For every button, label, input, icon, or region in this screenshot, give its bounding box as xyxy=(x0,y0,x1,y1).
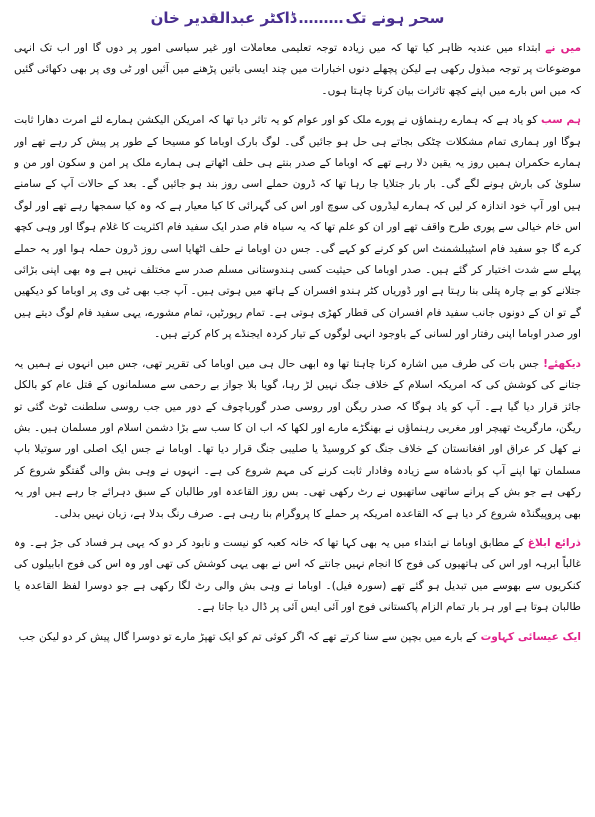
paragraph-text: کے بارے میں بچپن سے سنا کرتے تھے کہ اگر کوئی تم کو ایک تھپڑ مارے تو دوسرا گال پیش کر دو لیکن جب xyxy=(18,630,481,643)
paragraph-4 xyxy=(14,533,581,619)
paragraph-lead: ہم سب xyxy=(540,114,581,127)
paragraph-text: جس بات کی طرف میں اشارہ کرنا چاہتا تھا وہ ابھی حال ہی میں اوباما کی تقریر تھی، جس میں انہوں نے ہمیں یہ جتانے کی کوشش کی کہ امریکہ اسلام کے خلاف جنگ نہیں لڑ رہا، گویا بلا جواز بے رحمی سے مسلمانوں کے قتل عام کو بالکل جائز قرار دیا گیا ہے۔ آپ کو یاد ہوگا کہ صدر ریگن اور روسی صدر گورباچوف کے دور میں جب روسی سلطنت ٹوٹ گئی تو ریگن، مارگریٹ تھیچر اور مغربی رہنماؤں نے بھنگڑے مارے اور لکھا کہ اب ان کا سب سے بڑا دشمن اسلام اور مسلمان ہیں۔ بش نے کھل کر عراق اور افغانستان کے خلاف جنگ کو کروسیڈ یا صلیبی جنگ قرار دیا تھا۔ اوباما نے جس ایک اصلی اور سوتیلا باپ مسلمان تھا اپنے آپ کو بادشاہ سے زیادہ وفادار ثابت کرنے کی مہم شروع کی ہے۔ انہوں نے وہی بش والی گفتگو شروع کر رکھی ہے جو بش کے پرانے ساتھی ساتھیوں نے رٹ رکھی تھی۔ بس روز القاعدہ اور طالبان کے سبق دہرائے جا رہے ہیں اور یہ بھی پروپیگنڈہ شروع کر دیا ہے کہ القاعدہ امریکہ پر حملے کا پروگرام بنا رہی ہے۔ صرف رنگ بدلا ہے، زبان نہیں بدلی۔ xyxy=(14,357,581,520)
paragraph-text: کے مطابق اوباما نے ابتداء میں یہ بھی کہا تھا کہ خانہ کعبہ کو نیست و نابود کر دو کہ یہی ہر فساد کی جڑ ہے۔ وہ غالباً ابرہہ اور اس کی ہاتھیوں کی فوج کا انجام نہیں جانتے کہ اس نے بھی یہی کوشش کی تھی اور وہ اس کی فوج ابابیلوں کی کنکریوں سے بھوسے میں تبدیل ہو گئے تھے (سورہ فیل)۔ اوباما نے وہی بش والی رٹ لگا رکھی ہے جو دوسرا لفظ القاعدہ یا طالبان ہوتا ہے اور ہر بار تمام الزام پاکستانی فوج اور آئی ایس آئی پر ڈال دیا جاتا ہے۔ xyxy=(14,536,581,614)
paragraph-text: کو یاد ہے کہ ہمارے رہنماؤں نے پورے ملک کو اور عوام کو یہ تاثر دیا تھا کہ امریکن الیکشن ہمارے لئے امرت دھارا ثابت ہوگا اور ہماری تمام مشکلات چٹکی بجاتے ہی حل ہو جائیں گی۔ لوگ بارک اوباما کو مسیحا کے طور پر پیش کر رہے تھے اور ہمارے حکمران ہمیں روز یہ یقین دلا رہے تھے کہ اوباما کے صدر بنتے ہی حلف اٹھاتے ہی ہمارے ملک پر امن و سکون اور من و سلویٰ کی بارش ہونے لگے گی۔ بار بار جتلایا جا رہا تھا کہ ڈرون حملے اسی روز بند ہو جائیں گے۔ بعد کے حالات آپ کے سامنے ہیں اور آپ خود اندازہ کر لیں کہ ہمارے لیڈروں کی سوچ اور اس کی گہرائی کا کیا معیار ہے کہ وہ کیا سمجھا رہے تھے اور لوگ اس خام خیالی سے پوری طرح واقف تھے اور ان کو علم تھا کہ یہ سیاہ فام صدر ایک سفید فام اکثریت کا غلام ہوگا اور وہی کچھ کرے گا جو سفید فام اسٹیبلشمنٹ اس کو کرنے کو کہے گی۔ جس دن اوباما نے حلف اٹھایا اسی روز ڈرون حملہ ہوا اور یہ حملے پہلے سے شدت اختیار کر گئے ہیں۔ صدر اوباما کی حیثیت کسی ہندوستانی مسلم صدر سے مختلف نہیں ہے وہ بھی اپنی بڑائی جتلانے کو بے چارہ پتلی بنا رہتا ہے اور ڈوریاں کٹر ہندو افسران کے ہاتھ میں ہوتی ہیں۔ آپ جب بھی ٹی وی پر اوباما کو دیکھیں گے تو ان کے دونوں جانب سفید فام افسران کی قطار کھڑی ہوتی ہے۔ تمام رپورٹیں، تمام مشورے، یہی سفید فام لوگ دیتے ہیں اور صدر اوباما اپنی رفتار اور لسانی کے باوجود انہی لوگوں کے تیار کردہ ایجنڈے پر کام کرتے ہیں۔ xyxy=(14,114,581,341)
author-name: ڈاکٹر عبدالقدیر خان xyxy=(150,9,297,27)
paragraph-lead: ذرائع ابلاغ xyxy=(527,536,581,549)
title-separator: ……… xyxy=(298,9,344,27)
paragraph-1 xyxy=(14,38,581,102)
paragraph-text: ابتداء میں عندیہ ظاہر کیا تھا کہ میں زیادہ توجہ تعلیمی معاملات اور غیر سیاسی امور پر دوں گا اور اب تک انہی موضوعات پر توجہ مبذول رکھی ہے لیکن پچھلے دنوں اخبارات میں چند ایسی باتیں پڑھنے میں آئیں اور ٹی وی پر بھی دکھائی گئیں کہ میں اس بارے میں اپنے کچھ تاثرات بیان کرنا چاہتا ہوں۔ xyxy=(14,42,581,97)
column-name: سحر ہونے تک xyxy=(345,9,445,27)
paragraph-lead: میں نے xyxy=(545,42,581,54)
paragraph-lead: ایک عیسائی کہاوت xyxy=(480,630,581,643)
paragraph-5 xyxy=(14,627,581,648)
article-page xyxy=(14,4,581,813)
paragraph-2 xyxy=(14,110,581,345)
paragraph-lead: دیکھئے! xyxy=(543,357,581,370)
paragraph-3 xyxy=(14,354,581,525)
article-title xyxy=(14,6,581,32)
